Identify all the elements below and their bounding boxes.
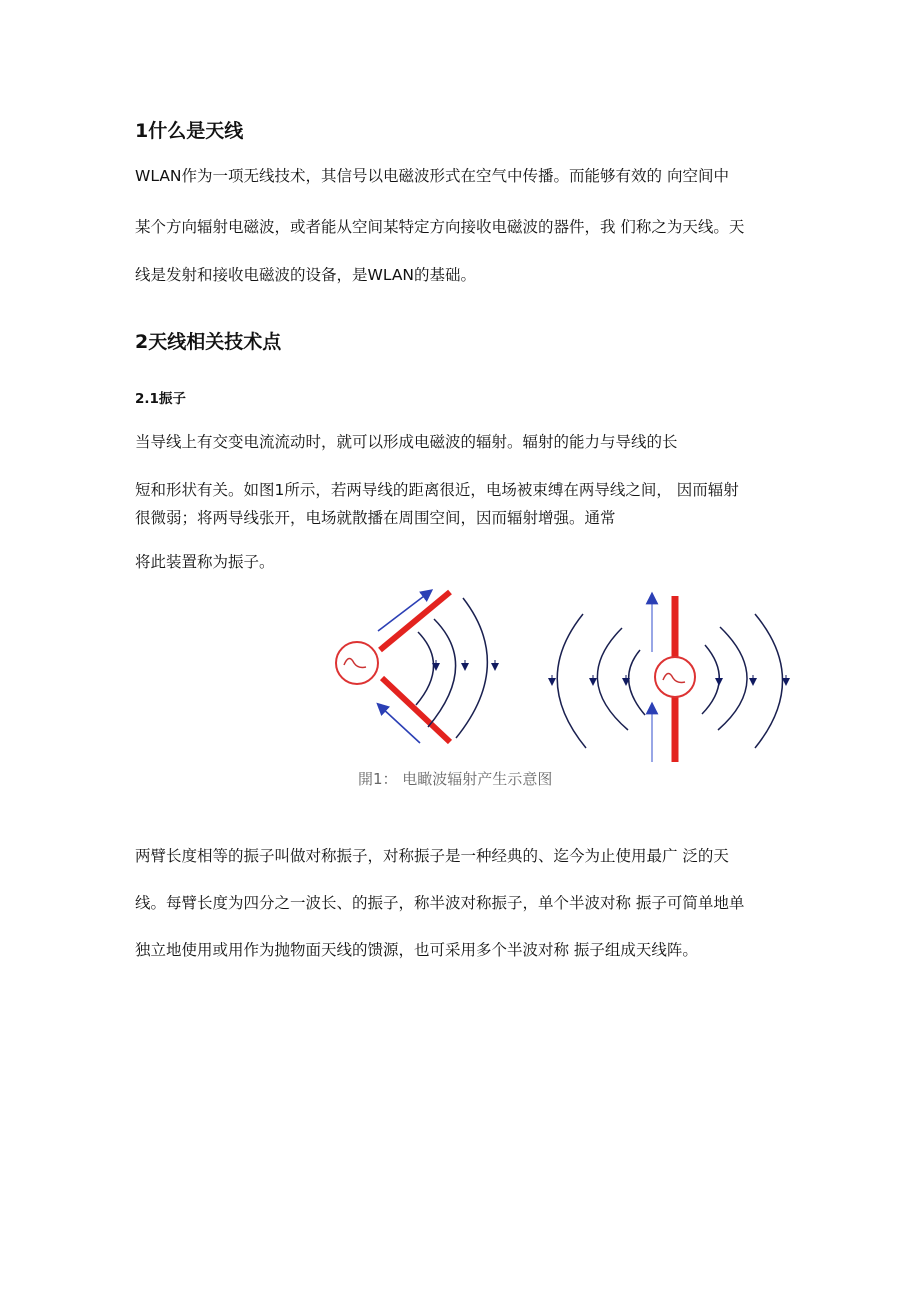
open-dipole bbox=[336, 592, 495, 743]
paragraph-line: 当导线上有交变电流流动时，就可以形成电磁波的辐射。辐射的能力与导线的长 bbox=[135, 433, 678, 451]
heading-antenna-tech: 2天线相关技术点 bbox=[135, 331, 282, 353]
paragraph-line: WLAN作为一项无线技术，其信号以电磁波形式在空气中传播。而能够有效的 向空间中 bbox=[135, 167, 729, 185]
paragraph-line: 线是发射和接收电磁波的设备，是WLAN的基础。 bbox=[135, 266, 477, 284]
figure-caption: 開1： 电瞰波辐射产生示意图 bbox=[358, 770, 553, 788]
paragraph-line: 很微弱；将两导线张开，电场就散播在周围空间，因而辐射增强。通常 bbox=[135, 509, 616, 527]
paragraph-line: 线。每臂长度为四分之一波长、的振子，称半波对称振子，单个半波对称 振子可简单地单 bbox=[135, 894, 745, 912]
paragraph-line: 两臂长度相等的振子叫做对称振子，对称振子是一种经典的、迄今为止使用最广 泛的天 bbox=[135, 847, 729, 865]
paragraph-line: 将此装置称为振子。 bbox=[135, 553, 275, 571]
paragraph-line: 短和形状有关。如图1所示，若两导线的距离很近，电场被束缚在两导线之间， 因而辐射 bbox=[135, 481, 739, 499]
half-wave-dipole bbox=[552, 596, 786, 762]
heading-what-is-antenna: 1什么是天线 bbox=[135, 120, 244, 142]
subheading-dipole: 2.1振子 bbox=[135, 391, 186, 407]
paragraph-line: 某个方向辐射电磁波，或者能从空间某特定方向接收电磁波的器件，我 们称之为天线。天 bbox=[135, 218, 745, 236]
paragraph-line: 独立地使用或用作为抛物面天线的馈源，也可采用多个半波对称 振子组成天线阵。 bbox=[135, 941, 698, 959]
